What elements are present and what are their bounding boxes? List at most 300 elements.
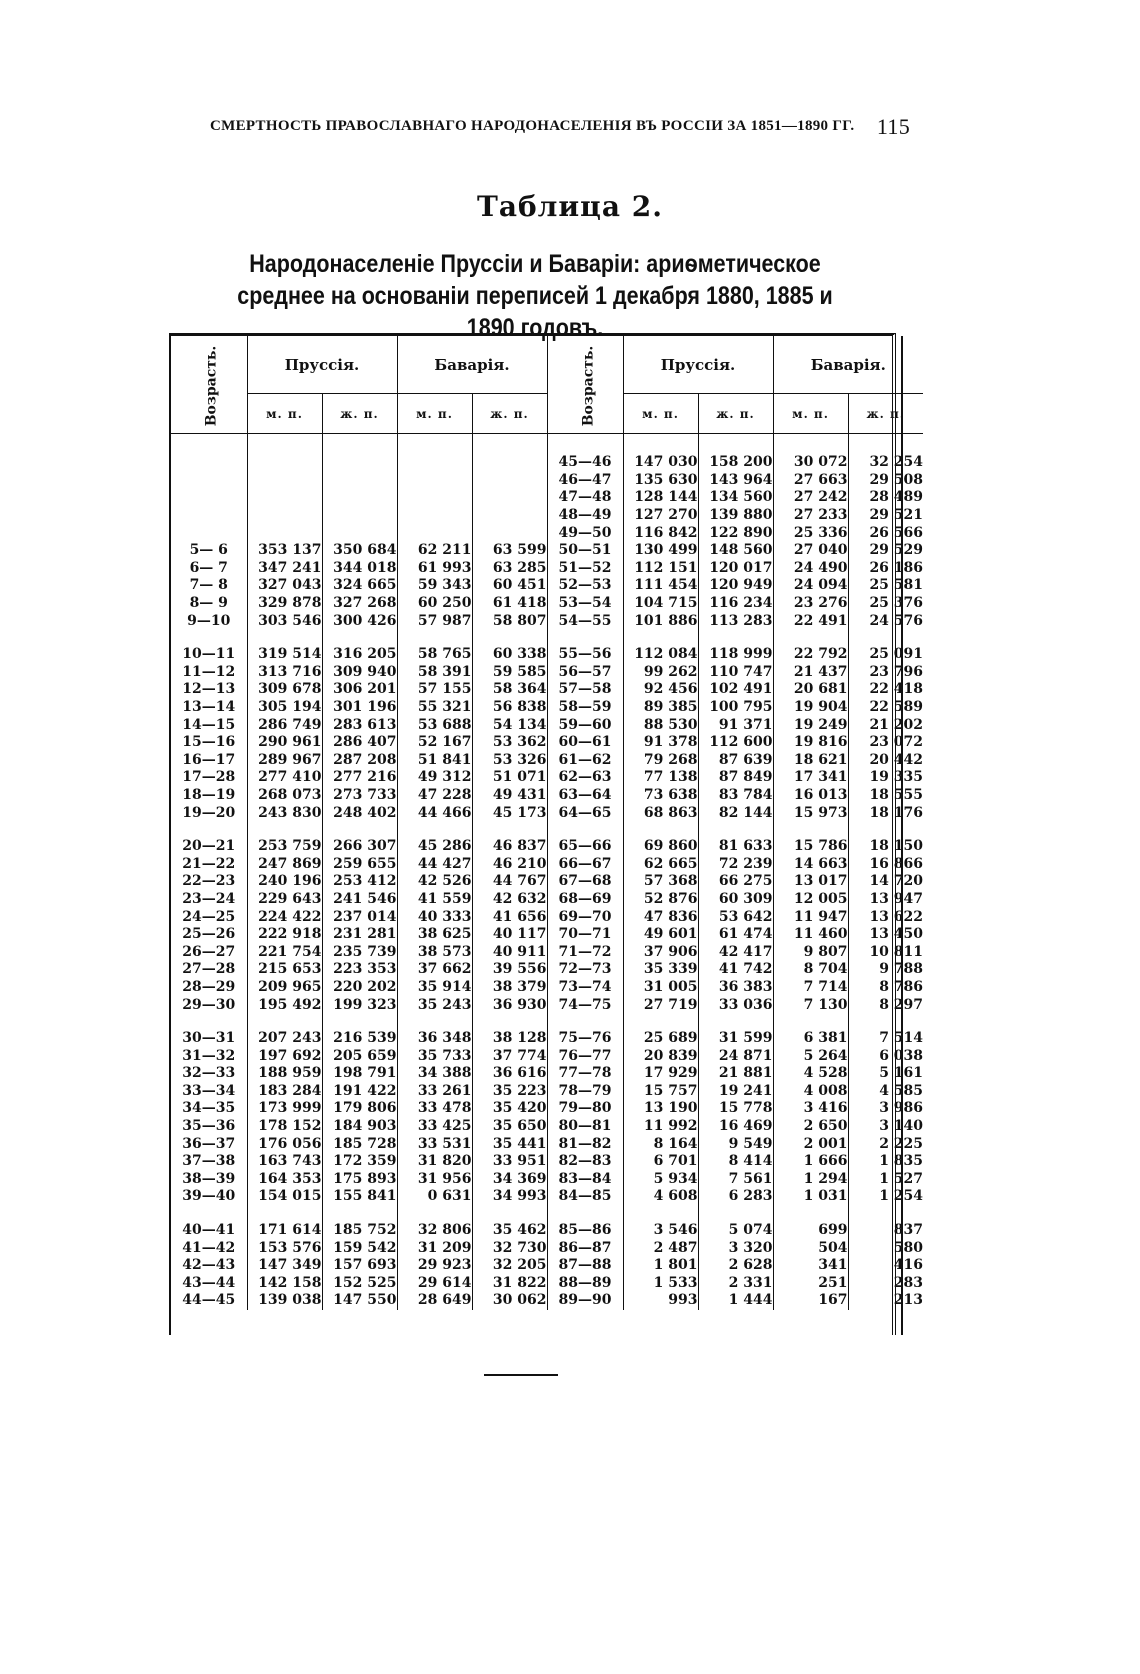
bavaria-cell: 31 820	[397, 1153, 472, 1171]
prussia-cell: 33 036	[698, 996, 773, 1014]
bavaria-cell: 7 514	[848, 1030, 923, 1048]
prussia-cell: 89 385	[623, 699, 698, 717]
prussia-cell: 66 275	[698, 873, 773, 891]
bavaria-cell: 58 807	[472, 612, 547, 630]
prussia-cell: 11 992	[623, 1118, 698, 1136]
prussia-cell: 135 630	[623, 472, 698, 490]
bavaria-cell: 57 155	[397, 681, 472, 699]
table-row	[171, 1030, 923, 1048]
bavaria-cell: 62 211	[397, 542, 472, 560]
prussia-cell: 253 412	[322, 873, 397, 891]
bavaria-cell: 36 616	[472, 1065, 547, 1083]
prussia-cell: 47 836	[623, 908, 698, 926]
age-cell: 31—32	[182, 1047, 236, 1064]
prussia-cell	[698, 1206, 773, 1222]
bavaria-cell: 22 589	[848, 699, 923, 717]
age-cell: 66—67	[547, 855, 623, 873]
prussia-cell: 324 665	[322, 577, 397, 595]
table-subtitle: Народонаселеніе Пруссіи и Баваріи: ариѳметическое среднее на основаніи переписей 1 декабря 1880, 1885 и 1890 годовъ.	[237, 250, 833, 342]
prussia-cell: 347 241	[247, 560, 322, 578]
prussia-cell: 319 514	[247, 646, 322, 664]
age-cell: 7— 8	[189, 577, 228, 594]
prussia-cell: 1 444	[698, 1292, 773, 1310]
bavaria-cell	[472, 489, 547, 507]
prussia-cell: 188 959	[247, 1065, 322, 1083]
bavaria-cell: 61 993	[397, 560, 472, 578]
bavaria-cell	[848, 1206, 923, 1222]
bavaria-cell: 31 822	[472, 1275, 547, 1293]
spacer-row	[171, 1014, 923, 1030]
bavaria-cell: 44 427	[397, 855, 472, 873]
bavaria-cell: 23 072	[848, 734, 923, 752]
spacer-row	[171, 1206, 923, 1222]
prussia-cell: 147 030	[623, 454, 698, 472]
prussia-cell: 305 194	[247, 699, 322, 717]
age-cell: 28—29	[182, 978, 236, 995]
prussia-cell: 3 546	[623, 1222, 698, 1240]
prussia-cell: 286 749	[247, 716, 322, 734]
prussia-cell: 229 643	[247, 891, 322, 909]
prussia-cell: 112 600	[698, 734, 773, 752]
age-cell	[171, 507, 247, 525]
page-number: 115	[876, 114, 910, 139]
age-cell	[547, 822, 623, 838]
header-prussia-right: Пруссія.	[623, 336, 773, 394]
age-cell: 50—51	[547, 542, 623, 560]
age-cell	[171, 489, 247, 507]
prussia-cell: 81 633	[698, 838, 773, 856]
bavaria-cell: 14 720	[848, 873, 923, 891]
bavaria-cell: 33 478	[397, 1100, 472, 1118]
prussia-cell	[322, 1014, 397, 1030]
bavaria-cell: 46 210	[472, 855, 547, 873]
bavaria-cell	[472, 507, 547, 525]
bavaria-cell: 23 796	[848, 664, 923, 682]
closing-rule	[484, 1374, 558, 1376]
bavaria-cell: 45 286	[397, 838, 472, 856]
prussia-cell: 16 469	[698, 1118, 773, 1136]
bavaria-cell: 699	[773, 1222, 848, 1240]
age-cell: 29—30	[182, 996, 236, 1013]
bavaria-cell	[472, 472, 547, 490]
bavaria-cell: 24 490	[773, 560, 848, 578]
bavaria-cell: 56 838	[472, 699, 547, 717]
age-cell: 65—66	[547, 838, 623, 856]
prussia-cell: 191 422	[322, 1083, 397, 1101]
bavaria-cell	[397, 524, 472, 542]
bavaria-cell: 25 336	[773, 524, 848, 542]
prussia-cell: 185 752	[322, 1222, 397, 1240]
prussia-cell: 24 871	[698, 1047, 773, 1065]
subheader-male: м. п.	[623, 394, 698, 434]
bavaria-cell: 13 947	[848, 891, 923, 909]
table-row	[171, 542, 923, 560]
prussia-cell: 154 015	[247, 1188, 322, 1206]
age-cell: 76—77	[547, 1047, 623, 1065]
prussia-cell: 60 309	[698, 891, 773, 909]
age-cell: 34—35	[182, 1100, 236, 1117]
table-row	[171, 891, 923, 909]
bavaria-cell: 60 451	[472, 577, 547, 595]
prussia-cell: 231 281	[322, 926, 397, 944]
bavaria-cell: 37 774	[472, 1047, 547, 1065]
prussia-cell: 116 842	[623, 524, 698, 542]
age-header-left: Возрасть.	[171, 336, 247, 434]
subheader-female: ж. п.	[698, 394, 773, 434]
bavaria-cell: 13 017	[773, 873, 848, 891]
bavaria-cell: 8 297	[848, 996, 923, 1014]
prussia-cell	[322, 1206, 397, 1222]
prussia-cell: 68 863	[623, 804, 698, 822]
prussia-cell: 52 876	[623, 891, 698, 909]
table-row	[171, 1188, 923, 1206]
age-cell: 73—74	[547, 979, 623, 997]
age-cell: 30—31	[182, 1030, 236, 1047]
bavaria-cell	[397, 822, 472, 838]
bavaria-cell: 23 276	[773, 595, 848, 613]
table-row	[171, 838, 923, 856]
bavaria-cell	[472, 1206, 547, 1222]
prussia-cell: 9 549	[698, 1135, 773, 1153]
age-cell: 78—79	[547, 1083, 623, 1101]
table-row	[171, 1083, 923, 1101]
prussia-cell	[322, 472, 397, 490]
bavaria-cell	[397, 472, 472, 490]
bavaria-cell: 13 622	[848, 908, 923, 926]
prussia-cell: 31 005	[623, 979, 698, 997]
prussia-cell: 25 689	[623, 1030, 698, 1048]
prussia-cell	[247, 524, 322, 542]
table-row	[171, 664, 923, 682]
age-cell: 18—19	[182, 786, 236, 803]
prussia-cell: 2 487	[623, 1239, 698, 1257]
header-bavaria-left: Баварія.	[397, 336, 547, 394]
bavaria-cell: 53 326	[472, 752, 547, 770]
running-head	[210, 114, 910, 139]
prussia-cell: 344 018	[322, 560, 397, 578]
bavaria-cell: 45 173	[472, 804, 547, 822]
bavaria-cell: 51 841	[397, 752, 472, 770]
age-cell: 67—68	[547, 873, 623, 891]
bavaria-cell	[397, 1014, 472, 1030]
age-cell: 43—44	[182, 1274, 236, 1291]
bavaria-cell: 27 233	[773, 507, 848, 525]
prussia-cell: 176 056	[247, 1135, 322, 1153]
prussia-cell: 57 368	[623, 873, 698, 891]
bavaria-cell: 4 585	[848, 1083, 923, 1101]
age-cell: 58—59	[547, 699, 623, 717]
prussia-cell: 69 860	[623, 838, 698, 856]
prussia-cell: 3 320	[698, 1239, 773, 1257]
age-cell: 84—85	[547, 1188, 623, 1206]
bavaria-cell: 34 388	[397, 1065, 472, 1083]
prussia-cell: 199 323	[322, 996, 397, 1014]
table-row	[171, 1100, 923, 1118]
bavaria-cell: 283	[848, 1275, 923, 1293]
table-row	[171, 595, 923, 613]
prussia-cell: 209 965	[247, 979, 322, 997]
prussia-cell: 171 614	[247, 1222, 322, 1240]
table-row	[171, 524, 923, 542]
prussia-cell: 286 407	[322, 734, 397, 752]
table-frame	[169, 333, 924, 1335]
age-cell: 86—87	[547, 1239, 623, 1257]
prussia-cell: 62 665	[623, 855, 698, 873]
prussia-cell: 116 234	[698, 595, 773, 613]
table-row	[171, 454, 923, 472]
bavaria-cell: 1 527	[848, 1171, 923, 1189]
bavaria-cell: 35 420	[472, 1100, 547, 1118]
bavaria-cell: 8 704	[773, 961, 848, 979]
prussia-cell: 8 164	[623, 1135, 698, 1153]
population-table	[171, 336, 923, 1310]
age-cell: 48—49	[547, 507, 623, 525]
prussia-cell: 134 560	[698, 489, 773, 507]
bavaria-cell: 19 335	[848, 769, 923, 787]
table-row	[171, 961, 923, 979]
bavaria-cell	[848, 630, 923, 646]
table-row	[171, 1153, 923, 1171]
prussia-cell: 92 456	[623, 681, 698, 699]
prussia-cell: 120 017	[698, 560, 773, 578]
age-cell: 19—20	[182, 804, 236, 821]
bavaria-cell: 27 242	[773, 489, 848, 507]
bavaria-cell: 1 666	[773, 1153, 848, 1171]
prussia-cell: 88 530	[623, 716, 698, 734]
table-body	[171, 434, 923, 1310]
bavaria-cell: 3 986	[848, 1100, 923, 1118]
age-cell: 54—55	[547, 612, 623, 630]
bavaria-cell: 40 911	[472, 943, 547, 961]
prussia-cell: 142 158	[247, 1275, 322, 1293]
prussia-cell: 35 339	[623, 961, 698, 979]
prussia-cell	[247, 1206, 322, 1222]
prussia-cell: 128 144	[623, 489, 698, 507]
prussia-cell: 309 940	[322, 664, 397, 682]
bavaria-cell: 26 566	[848, 524, 923, 542]
prussia-cell	[698, 630, 773, 646]
age-cell: 59—60	[547, 716, 623, 734]
table-row	[171, 769, 923, 787]
prussia-cell	[247, 507, 322, 525]
age-cell: 85—86	[547, 1222, 623, 1240]
age-cell: 77—78	[547, 1065, 623, 1083]
bavaria-cell: 341	[773, 1257, 848, 1275]
prussia-cell: 197 692	[247, 1047, 322, 1065]
subheader-female: ж. п.	[848, 394, 923, 434]
bavaria-cell: 5 264	[773, 1047, 848, 1065]
age-cell: 22—23	[182, 873, 236, 890]
prussia-cell: 327 043	[247, 577, 322, 595]
header-prussia-left: Пруссія.	[247, 336, 397, 394]
bavaria-cell: 33 425	[397, 1118, 472, 1136]
age-cell: 72—73	[547, 961, 623, 979]
bavaria-cell: 18 150	[848, 838, 923, 856]
table-row	[171, 804, 923, 822]
prussia-cell: 235 739	[322, 943, 397, 961]
prussia-cell: 207 243	[247, 1030, 322, 1048]
bavaria-cell: 9 788	[848, 961, 923, 979]
prussia-cell: 175 893	[322, 1171, 397, 1189]
table-row	[171, 1047, 923, 1065]
bavaria-cell: 15 973	[773, 804, 848, 822]
bavaria-cell: 57 987	[397, 612, 472, 630]
age-cell: 53—54	[547, 595, 623, 613]
bavaria-cell: 44 767	[472, 873, 547, 891]
prussia-cell: 5 074	[698, 1222, 773, 1240]
prussia-cell: 266 307	[322, 838, 397, 856]
prussia-cell: 61 474	[698, 926, 773, 944]
prussia-cell	[623, 822, 698, 838]
table-row	[171, 1171, 923, 1189]
prussia-cell: 19 241	[698, 1083, 773, 1101]
bavaria-cell	[773, 1206, 848, 1222]
bavaria-cell: 51 071	[472, 769, 547, 787]
prussia-cell: 112 084	[623, 646, 698, 664]
bavaria-cell: 18 555	[848, 787, 923, 805]
age-cell: 55—56	[547, 646, 623, 664]
prussia-cell: 329 878	[247, 595, 322, 613]
age-cell	[171, 1206, 247, 1222]
age-cell: 23—24	[182, 890, 236, 907]
bavaria-cell: 19 249	[773, 716, 848, 734]
bavaria-cell: 580	[848, 1239, 923, 1257]
prussia-cell: 158 200	[698, 454, 773, 472]
prussia-cell: 316 205	[322, 646, 397, 664]
bavaria-cell: 21 437	[773, 664, 848, 682]
bavaria-cell: 39 556	[472, 961, 547, 979]
prussia-cell: 15 757	[623, 1083, 698, 1101]
prussia-cell: 195 492	[247, 996, 322, 1014]
age-cell: 13—14	[182, 699, 236, 716]
bavaria-cell: 42 632	[472, 891, 547, 909]
age-cell: 69—70	[547, 908, 623, 926]
prussia-cell	[623, 1014, 698, 1030]
table-row	[171, 560, 923, 578]
bavaria-cell: 31 209	[397, 1239, 472, 1257]
bavaria-cell: 3 140	[848, 1118, 923, 1136]
bavaria-cell: 41 559	[397, 891, 472, 909]
bavaria-cell: 5 161	[848, 1065, 923, 1083]
bavaria-cell: 30 062	[472, 1292, 547, 1310]
prussia-cell: 223 353	[322, 961, 397, 979]
age-cell: 51—52	[547, 560, 623, 578]
prussia-cell: 289 967	[247, 752, 322, 770]
prussia-cell: 253 759	[247, 838, 322, 856]
bavaria-cell: 15 786	[773, 838, 848, 856]
bavaria-cell: 8 786	[848, 979, 923, 997]
age-cell: 5— 6	[189, 542, 228, 559]
age-cell: 24—25	[182, 908, 236, 925]
bavaria-cell: 6 381	[773, 1030, 848, 1048]
bavaria-cell: 3 416	[773, 1100, 848, 1118]
age-cell	[547, 630, 623, 646]
bavaria-cell: 29 614	[397, 1275, 472, 1293]
bavaria-cell: 16 866	[848, 855, 923, 873]
age-cell: 82—83	[547, 1153, 623, 1171]
age-cell: 12—13	[182, 681, 236, 698]
prussia-cell: 110 747	[698, 664, 773, 682]
age-cell: 41—42	[182, 1239, 236, 1256]
table-row	[171, 1239, 923, 1257]
bavaria-cell: 29 923	[397, 1257, 472, 1275]
prussia-cell: 157 693	[322, 1257, 397, 1275]
bavaria-cell: 7 130	[773, 996, 848, 1014]
table-row	[171, 734, 923, 752]
bavaria-cell: 61 418	[472, 595, 547, 613]
table-row	[171, 873, 923, 891]
bavaria-cell: 37 662	[397, 961, 472, 979]
age-cell: 68—69	[547, 891, 623, 909]
prussia-cell: 112 151	[623, 560, 698, 578]
table-row	[171, 1118, 923, 1136]
prussia-cell: 259 655	[322, 855, 397, 873]
prussia-cell: 183 284	[247, 1083, 322, 1101]
prussia-cell: 152 525	[322, 1275, 397, 1293]
age-cell	[547, 1014, 623, 1030]
bavaria-cell: 31 956	[397, 1171, 472, 1189]
prussia-cell: 104 715	[623, 595, 698, 613]
prussia-cell: 268 073	[247, 787, 322, 805]
prussia-cell	[247, 489, 322, 507]
table-row	[171, 855, 923, 873]
table-row	[171, 787, 923, 805]
bavaria-cell: 63 285	[472, 560, 547, 578]
table-row	[171, 646, 923, 664]
age-cell: 63—64	[547, 787, 623, 805]
prussia-cell: 139 880	[698, 507, 773, 525]
age-cell: 42—43	[182, 1257, 236, 1274]
bavaria-cell: 24 094	[773, 577, 848, 595]
bavaria-cell	[397, 489, 472, 507]
prussia-cell: 49 601	[623, 926, 698, 944]
bavaria-cell: 22 792	[773, 646, 848, 664]
age-cell: 62—63	[547, 769, 623, 787]
prussia-cell	[623, 630, 698, 646]
bavaria-cell: 6 038	[848, 1047, 923, 1065]
prussia-cell: 37 906	[623, 943, 698, 961]
prussia-cell: 221 754	[247, 943, 322, 961]
prussia-cell	[698, 822, 773, 838]
bavaria-cell: 21 202	[848, 716, 923, 734]
prussia-cell	[322, 454, 397, 472]
bavaria-cell: 25 091	[848, 646, 923, 664]
bavaria-cell: 28 489	[848, 489, 923, 507]
prussia-cell: 290 961	[247, 734, 322, 752]
prussia-cell: 300 426	[322, 612, 397, 630]
prussia-cell: 327 268	[322, 595, 397, 613]
bavaria-cell: 26 186	[848, 560, 923, 578]
prussia-cell: 1 533	[623, 1275, 698, 1293]
bavaria-cell: 60 338	[472, 646, 547, 664]
age-cell: 81—82	[547, 1135, 623, 1153]
bavaria-cell: 12 005	[773, 891, 848, 909]
prussia-cell: 2 628	[698, 1257, 773, 1275]
bavaria-cell	[773, 822, 848, 838]
bavaria-cell	[472, 524, 547, 542]
age-cell: 64—65	[547, 804, 623, 822]
table-title: Таблица 2.	[477, 190, 663, 223]
table-row	[171, 1222, 923, 1240]
age-cell	[171, 822, 247, 838]
prussia-cell	[322, 489, 397, 507]
bavaria-cell: 25 581	[848, 577, 923, 595]
bavaria-cell: 38 573	[397, 943, 472, 961]
bavaria-cell: 59 585	[472, 664, 547, 682]
bavaria-cell	[397, 507, 472, 525]
bavaria-cell: 19 904	[773, 699, 848, 717]
age-cell: 56—57	[547, 664, 623, 682]
